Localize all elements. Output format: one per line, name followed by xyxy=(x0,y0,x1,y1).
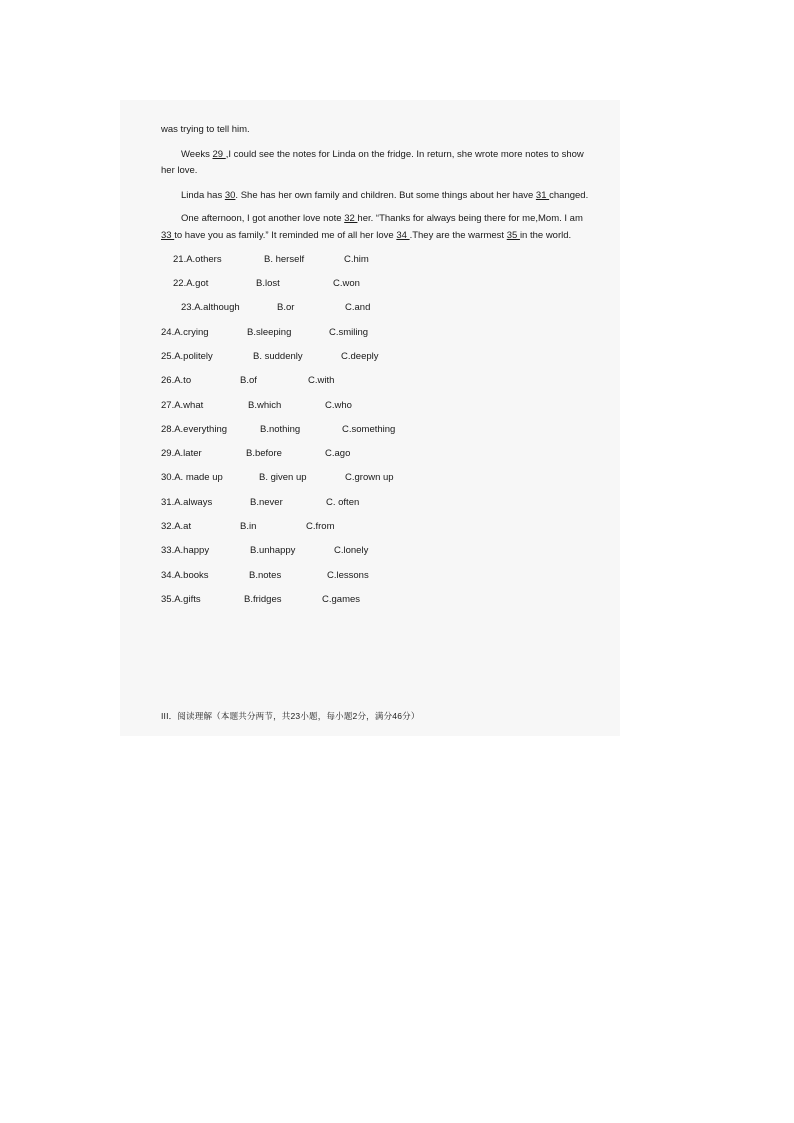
option-a: 35.A.gifts xyxy=(161,594,201,605)
option-b: B.nothing xyxy=(260,424,301,435)
passage-line xyxy=(161,230,571,241)
option-b: B.lost xyxy=(256,278,280,289)
option-b: B.or xyxy=(277,302,295,313)
passage-text: was trying to tell him. xyxy=(161,124,250,135)
option-a: 31.A.always xyxy=(161,497,213,508)
option-c: C.lessons xyxy=(327,570,369,581)
option-c: C.lonely xyxy=(334,545,369,556)
option-c: C.smiling xyxy=(329,327,369,338)
option-c: C.who xyxy=(325,400,352,411)
passage-text: . She has her own family and children. But some things about her have xyxy=(235,190,536,201)
option-a: 29.A.later xyxy=(161,448,202,459)
option-c: C.grown up xyxy=(345,472,394,483)
blank-33: 33 xyxy=(161,230,175,241)
blank-34: 34 xyxy=(396,230,410,241)
option-c: C.deeply xyxy=(341,351,379,362)
passage-paragraph xyxy=(181,213,583,224)
passage-text: changed. xyxy=(549,190,589,201)
option-a: 32.A.at xyxy=(161,521,192,532)
option-b: B.notes xyxy=(249,570,282,581)
option-b: B.before xyxy=(246,448,282,459)
option-a: 25.A.politely xyxy=(161,351,213,362)
passage-text: her love. xyxy=(161,165,198,176)
option-b: B.which xyxy=(248,400,282,411)
option-a: 22.A.got xyxy=(173,278,209,289)
option-c: C.from xyxy=(306,521,335,532)
option-b: B.in xyxy=(240,521,257,532)
option-c: C.something xyxy=(342,424,396,435)
option-b: B.unhappy xyxy=(250,545,296,556)
passage-text: her. “Thanks for always being there for me,Mom. I am xyxy=(357,213,583,224)
passage-text: Linda has xyxy=(181,190,225,201)
passage-text: in the world. xyxy=(519,230,572,241)
option-b: B.sleeping xyxy=(247,327,292,338)
option-a: 33.A.happy xyxy=(161,545,210,556)
option-a: 34.A.books xyxy=(161,570,209,581)
option-b: B.fridges xyxy=(244,594,282,605)
option-b: B.never xyxy=(250,497,283,508)
option-c: C.him xyxy=(344,254,369,265)
blank-35: 35 xyxy=(506,230,520,241)
option-b: B. herself xyxy=(264,254,305,265)
option-a: 26.A.to xyxy=(161,375,192,386)
section-heading: III．阅读理解（本题共分两节，共23小题，每小题2分，满分46分） xyxy=(161,711,420,721)
option-a: 23.A.although xyxy=(181,302,240,313)
option-b: B. suddenly xyxy=(253,351,303,362)
passage-text: Weeks xyxy=(181,149,213,160)
passage-line xyxy=(161,165,197,176)
blank-29: 29 xyxy=(212,149,226,160)
passage-text: ,I could see the notes for Linda on the fridge. In return, she wrote more notes to show xyxy=(225,149,584,160)
option-c: C. often xyxy=(326,497,360,508)
passage-paragraph xyxy=(181,149,584,160)
blank-32: 32 xyxy=(344,213,358,224)
option-a: 24.A.crying xyxy=(161,327,209,338)
option-a: 21.A.others xyxy=(173,254,222,265)
passage-text: .They are the warmest xyxy=(409,230,507,241)
option-c: C.with xyxy=(308,375,335,386)
option-b: B. given up xyxy=(259,472,307,483)
option-a: 28.A.everything xyxy=(161,424,228,435)
passage-paragraph xyxy=(181,190,588,201)
blank-31: 31 xyxy=(535,190,550,201)
option-c: C.games xyxy=(322,594,361,605)
blank-30: 30 xyxy=(224,190,236,201)
option-c: C.ago xyxy=(325,448,351,459)
option-b: B.of xyxy=(240,375,257,386)
option-a: 30.A. made up xyxy=(161,472,223,483)
passage-line xyxy=(161,124,250,135)
passage-text: to have you as family.” It reminded me of all her love xyxy=(174,230,397,241)
option-c: C.and xyxy=(345,302,371,313)
option-a: 27.A.what xyxy=(161,400,204,411)
passage-text: One afternoon, I got another love note xyxy=(181,213,345,224)
option-c: C.won xyxy=(333,278,360,289)
